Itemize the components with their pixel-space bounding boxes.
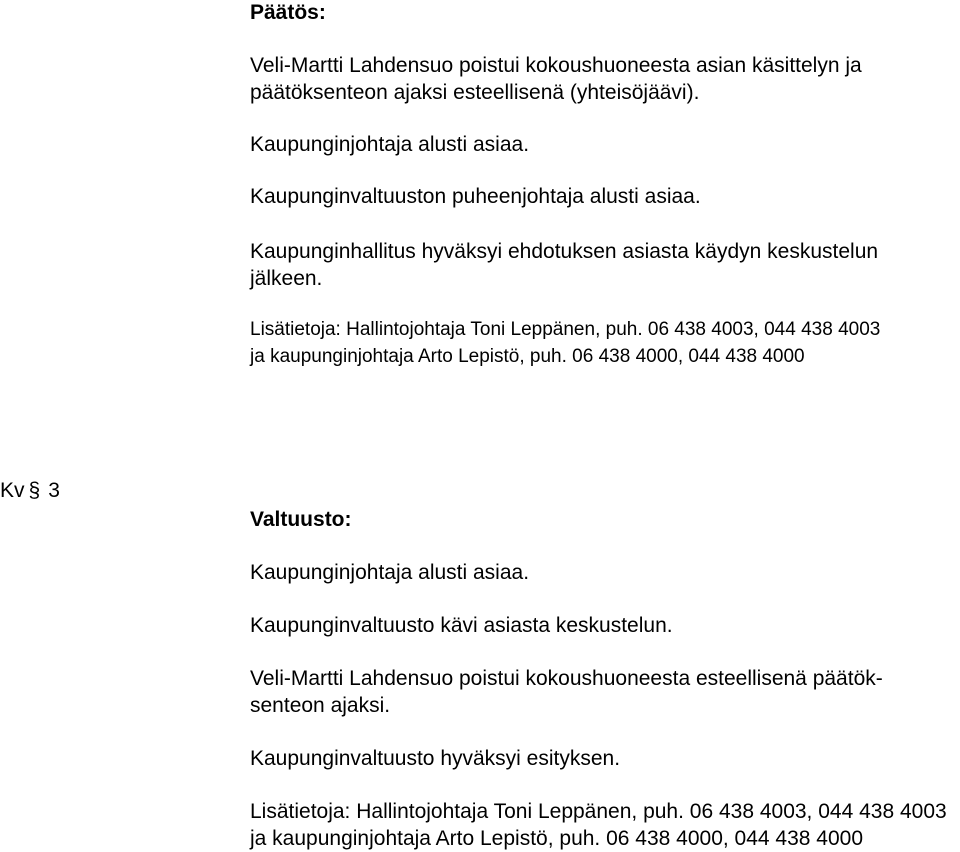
council-paragraph-line: Veli-Martti Lahdensuo poistui kokoushuoneesta esteellisenä päätök- (250, 667, 883, 690)
decision-paragraph-line: jälkeen. (250, 267, 323, 290)
council-heading: Valtuusto: (250, 508, 352, 531)
contact-info-line: Lisätietoja: Hallintojohtaja Toni Leppänen, puh. 06 438 4003, 044 438 4003 (250, 319, 881, 340)
section-symbol: § (28, 479, 41, 502)
contact-info-line: ja kaupunginjohtaja Arto Lepistö, puh. 06 438 4000, 044 438 4000 (250, 346, 805, 367)
council-paragraph-line: senteon ajaksi. (250, 694, 391, 717)
council-paragraph: Kaupunginvaltuusto hyväksyi esityksen. (250, 747, 621, 770)
council-paragraph: Kaupunginjohtaja alusti asiaa. (250, 561, 530, 584)
section-prefix: Kv (0, 479, 25, 502)
decision-heading: Päätös: (250, 1, 326, 24)
section-marker (0, 477, 60, 504)
decision-paragraph: Kaupunginjohtaja alusti asiaa. (250, 133, 530, 156)
section-number: 3 (48, 479, 60, 502)
contact-info-line: ja kaupunginjohtaja Arto Lepistö, puh. 06 438 4000, 044 438 4000 (250, 827, 864, 850)
decision-paragraph-line: päätöksenteon ajaksi esteellisenä (yhteisöjäävi). (250, 81, 700, 104)
decision-paragraph-line: Kaupunginhallitus hyväksyi ehdotuksen asiasta käydyn keskustelun (250, 240, 879, 263)
decision-paragraph-line: Veli-Martti Lahdensuo poistui kokoushuoneesta asian käsittelyn ja (250, 54, 862, 77)
council-paragraph: Kaupunginvaltuusto kävi asiasta keskustelun. (250, 614, 673, 637)
decision-paragraph: Kaupunginvaltuuston puheenjohtaja alusti asiaa. (250, 185, 701, 208)
contact-info-line: Lisätietoja: Hallintojohtaja Toni Leppänen, puh. 06 438 4003, 044 438 4003 (250, 800, 947, 823)
